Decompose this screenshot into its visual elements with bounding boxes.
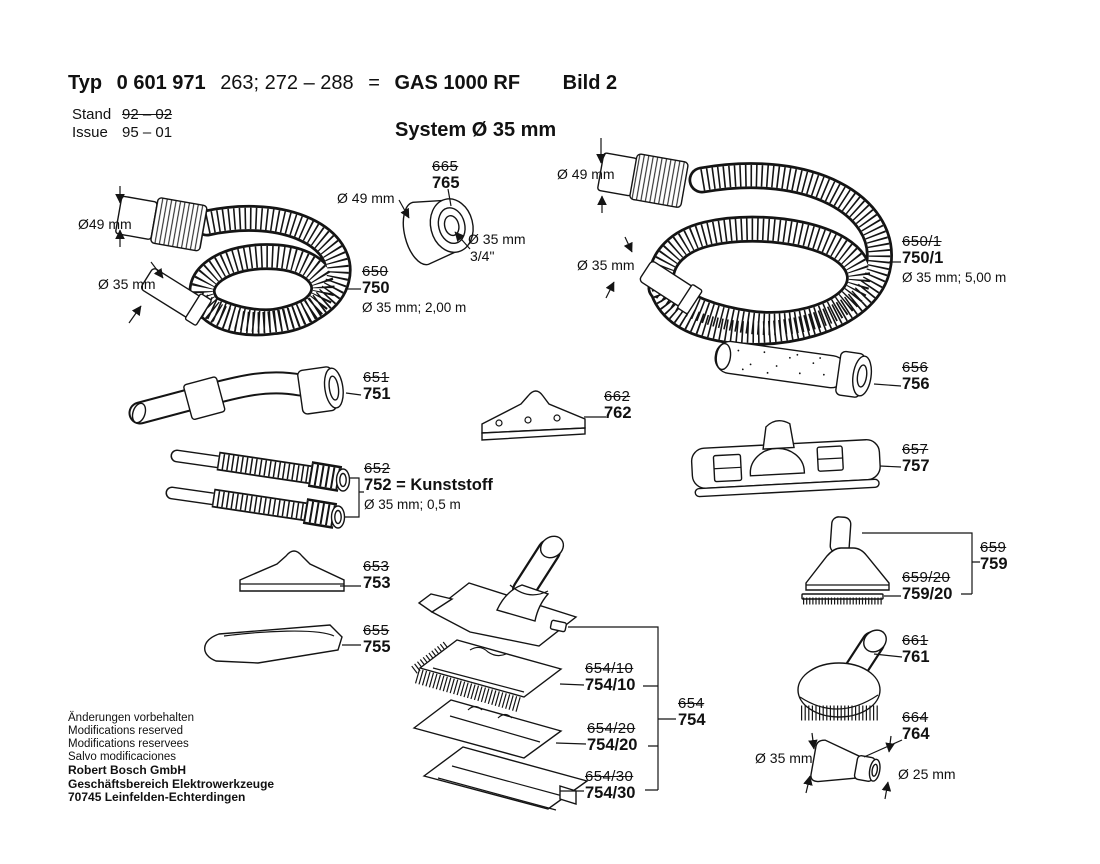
round-brush-761-drawing	[798, 626, 891, 717]
dim-left-hose-d35: Ø 35 mm	[98, 276, 156, 292]
footer-block	[68, 712, 274, 805]
part-label-756: 656 756	[902, 359, 930, 393]
company-city: 70745 Leinfelden-Echterdingen	[68, 790, 246, 804]
dim-coupling-d35: Ø 35 mm	[468, 231, 526, 247]
stand-label: Stand	[72, 106, 112, 123]
part-label-754-10: 654/10 754/10	[585, 660, 636, 694]
footer-note-de: Änderungen vorbehalten	[68, 712, 194, 724]
footer-note-es: Salvo modificaciones	[68, 751, 177, 763]
hose-750-drawing	[115, 191, 338, 326]
dim-adapter-d35: Ø 35 mm	[755, 750, 813, 766]
revision-block	[72, 106, 172, 142]
company-division: Geschäftsbereich Elektrowerkzeuge	[68, 776, 275, 791]
footer-note-en: Modifications reserved	[68, 725, 184, 737]
part-label-754: 654 754	[678, 695, 706, 729]
dim-right-hose-d49: Ø 49 mm	[557, 166, 615, 182]
part-label-754-20: 654/20 754/20	[587, 720, 638, 754]
adapter-764-drawing	[810, 739, 883, 792]
typ-number: 0 601 971	[116, 72, 206, 94]
equals-sign: =	[368, 72, 380, 94]
brush-insert-754-10-drawing	[414, 640, 561, 705]
part-label-754-30: 654/30 754/30	[585, 768, 636, 802]
model-name: GAS 1000 RF	[394, 72, 521, 94]
part-label-762: 662 762	[604, 388, 632, 422]
brush-strip-759-20-drawing	[802, 594, 883, 601]
nozzle-753-drawing	[240, 551, 344, 591]
variant-numbers: 263; 272 – 288	[220, 72, 354, 94]
issue-label: Issue	[72, 124, 108, 141]
issue-value: 95 – 01	[122, 124, 173, 141]
part-label-761: 661 761	[902, 632, 930, 666]
typ-label: Typ	[68, 72, 103, 94]
part-label-753: 653 753	[363, 558, 391, 592]
part-label-759: 659 759	[980, 539, 1008, 573]
hose-750-1-drawing	[597, 148, 880, 332]
upholstery-759-drawing	[806, 516, 889, 590]
insert-754-30-drawing	[424, 747, 587, 810]
page-title	[68, 72, 626, 95]
squeegee-762-drawing	[482, 391, 585, 440]
dim-coupling-d49: Ø 49 mm	[337, 190, 395, 206]
part-label-759-20: 659/20 759/20	[902, 569, 953, 603]
tubes-752-drawing	[172, 456, 350, 528]
elbow-751-drawing	[130, 365, 346, 424]
part-label-757: 657 757	[902, 441, 930, 475]
sheet-number: Bild 2	[562, 72, 618, 94]
part-label-755: 655 755	[363, 622, 391, 656]
footer-note-fr: Modifications reservees	[68, 738, 189, 750]
dim-right-hose-d35: Ø 35 mm	[577, 257, 635, 273]
tube-756-drawing	[712, 334, 874, 399]
dim-adapter-d25: Ø 25 mm	[898, 766, 956, 782]
floor-nozzle-757-drawing	[690, 416, 881, 497]
floor-head-754-drawing	[419, 532, 576, 646]
part-label-750: 650 750 Ø 35 mm; 2,00 m	[362, 263, 467, 315]
dim-left-hose-d49: Ø49 mm	[78, 216, 132, 232]
system-heading: System Ø 35 mm	[395, 119, 557, 141]
part-label-765: 665 765	[432, 158, 460, 192]
company-name: Robert Bosch GmbH	[68, 763, 187, 777]
coupling-765-drawing	[397, 189, 479, 268]
part-label-764: 664 764	[902, 709, 930, 743]
insert-754-20-drawing	[414, 700, 561, 758]
part-label-752: 652 752 = Kunststoff Ø 35 mm; 0,5 m	[364, 460, 493, 512]
crevice-755-drawing	[205, 625, 342, 663]
part-label-750-1: 650/1 750/1 Ø 35 mm; 5,00 m	[902, 233, 1007, 285]
dim-coupling-thread: 3/4"	[470, 248, 495, 264]
part-label-751: 651 751	[363, 369, 391, 403]
stand-value: 92 – 02	[122, 106, 173, 123]
